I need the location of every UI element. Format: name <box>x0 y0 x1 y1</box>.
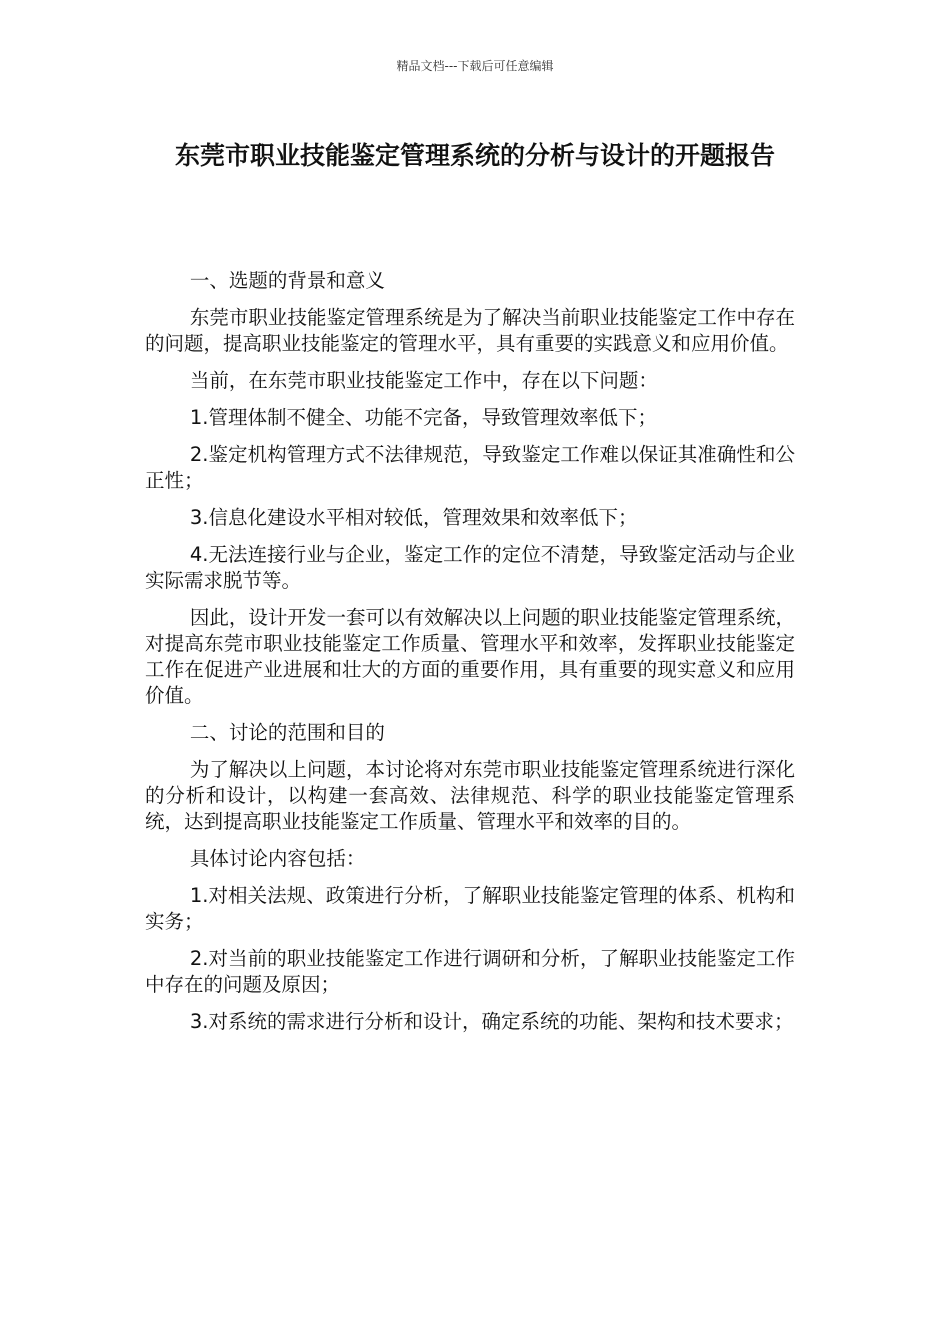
paragraph: 因此，设计开发一套可以有效解决以上问题的职业技能鉴定管理系统，对提高东莞市职业技能鉴定工作质量、管理水平和效率，发挥职业技能鉴定工作在促进产业进展和壮大的方面的重要作用，具有重要的现实意义和应用价值。 <box>145 606 795 707</box>
list-item: 4.无法连接行业与企业，鉴定工作的定位不清楚，导致鉴定活动与企业实际需求脱节等。 <box>145 543 795 592</box>
document-title: 东莞市职业技能鉴定管理系统的分析与设计的开题报告 <box>174 141 775 170</box>
paragraph: 东莞市职业技能鉴定管理系统是为了解决当前职业技能鉴定工作中存在的问题，提高职业技能鉴定的管理水平，具有重要的实践意义和应用价值。 <box>145 306 795 355</box>
document-body <box>145 268 795 1046</box>
list-item: 3.信息化建设水平相对较低，管理效果和效率低下； <box>189 506 638 529</box>
page-header-note: 精品文档---下载后可任意编辑 <box>396 59 554 73</box>
section-heading-scope: 二、讨论的范围和目的 <box>189 721 385 744</box>
list-item: 2.对当前的职业技能鉴定工作进行调研和分析，了解职业技能鉴定工作中存在的问题及原因； <box>145 947 795 996</box>
list-item: 1.管理体制不健全、功能不完备，导致管理效率低下； <box>189 406 657 429</box>
paragraph: 当前，在东莞市职业技能鉴定工作中，存在以下问题： <box>189 369 658 392</box>
paragraph: 具体讨论内容包括： <box>189 847 366 870</box>
list-item: 1.对相关法规、政策进行分析，了解职业技能鉴定管理的体系、机构和实务； <box>145 884 795 933</box>
section-heading-background: 一、选题的背景和意义 <box>189 269 385 292</box>
list-item: 2.鉴定机构管理方式不法律规范，导致鉴定工作难以保证其准确性和公正性； <box>145 443 795 492</box>
list-item: 3.对系统的需求进行分析和设计，确定系统的功能、架构和技术要求； <box>189 1010 794 1033</box>
paragraph: 为了解决以上问题，本讨论将对东莞市职业技能鉴定管理系统进行深化的分析和设计，以构建一套高效、法律规范、科学的职业技能鉴定管理系统，达到提高职业技能鉴定工作质量、管理水平和效率的目的。 <box>145 758 795 833</box>
